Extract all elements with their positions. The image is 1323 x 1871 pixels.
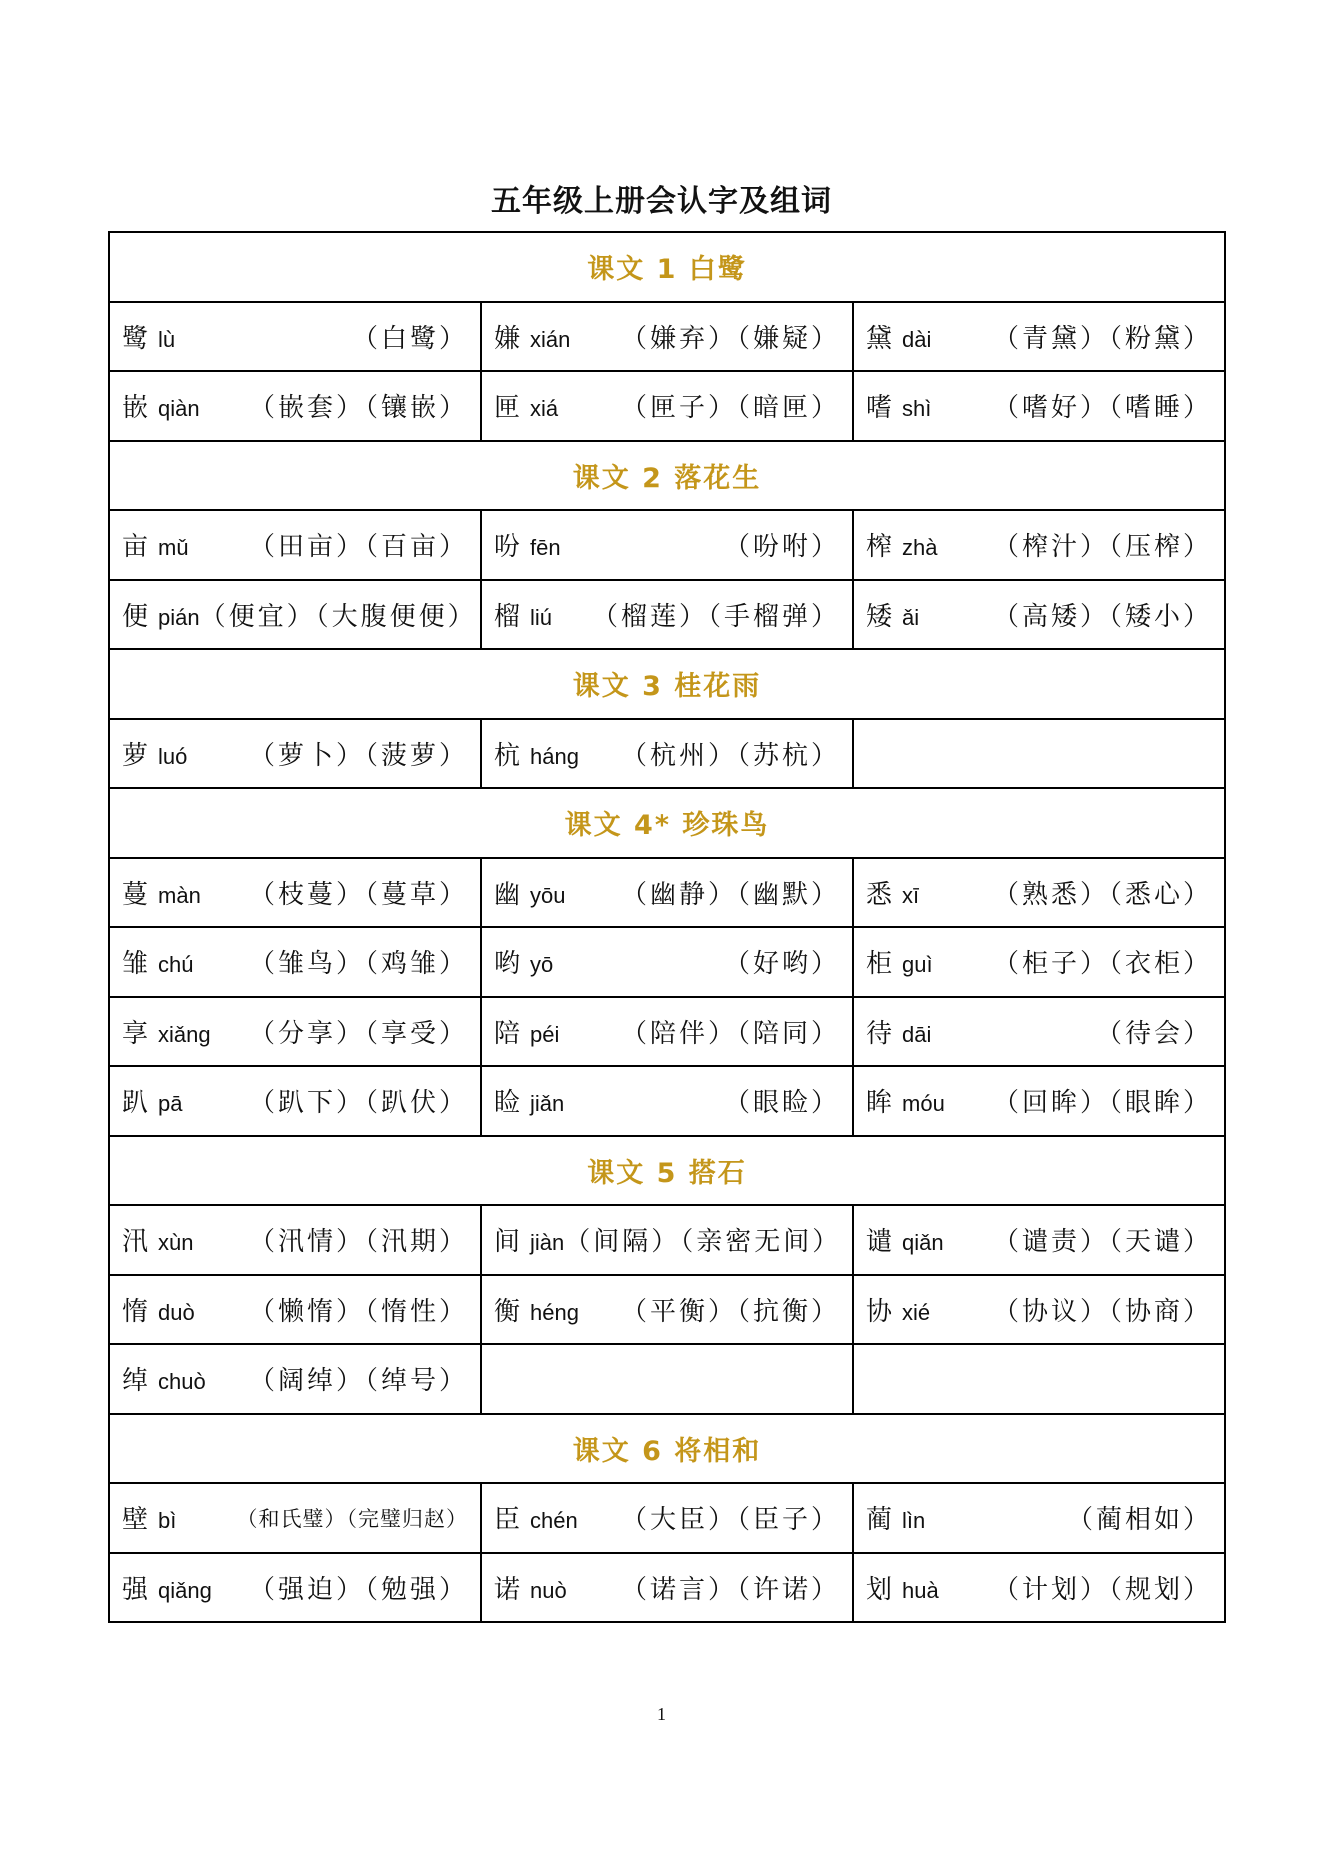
character: 蔺: [866, 1505, 893, 1536]
section-header-row: [109, 1414, 1225, 1484]
character-cell: [853, 1066, 1225, 1136]
word-examples: （幽静）（幽默）: [620, 879, 840, 910]
character: 待: [866, 1018, 893, 1049]
word-examples: （杭州）（苏杭）: [620, 740, 840, 771]
pinyin: ǎi: [902, 604, 920, 630]
character-cell: [109, 580, 481, 650]
character-cell: [481, 580, 853, 650]
word-examples: （强迫）（勉强）: [248, 1574, 468, 1605]
pinyin: qiǎng: [158, 1577, 212, 1603]
lesson-heading: 课文 3 桂花雨: [109, 649, 1225, 719]
character: 眸: [866, 1088, 893, 1119]
pinyin: pián: [158, 604, 200, 630]
table-row: [109, 371, 1225, 441]
character-cell: [109, 1205, 481, 1275]
pinyin: nuò: [530, 1577, 567, 1603]
character: 臣: [494, 1505, 521, 1536]
word-examples: （待会）: [1095, 1018, 1212, 1049]
character-cell: [481, 1553, 853, 1623]
table-row: [109, 510, 1225, 580]
word-examples: （榨汁）（压榨）: [992, 532, 1212, 563]
character: 陪: [494, 1018, 521, 1049]
pinyin: shì: [902, 396, 932, 422]
character: 强: [122, 1574, 149, 1605]
word-examples: （熟悉）（悉心）: [992, 879, 1212, 910]
lesson-heading: 课文 4* 珍珠鸟: [109, 788, 1225, 858]
character-cell: [481, 1205, 853, 1275]
character: 衡: [494, 1296, 521, 1327]
lesson-heading: 课文 6 将相和: [109, 1414, 1225, 1484]
word-examples: （枝蔓）（蔓草）: [248, 879, 468, 910]
pinyin: pā: [158, 1091, 183, 1117]
pinyin: yō: [530, 952, 554, 978]
section-header-row: [109, 649, 1225, 719]
character-cell: [481, 719, 853, 789]
character: 萝: [122, 740, 149, 771]
section-header-row: [109, 232, 1225, 302]
pinyin: qiàn: [158, 396, 200, 422]
lesson-heading: 课文 2 落花生: [109, 441, 1225, 511]
word-examples: （大臣）（臣子）: [620, 1505, 840, 1536]
pinyin: móu: [902, 1091, 945, 1117]
character: 幽: [494, 879, 521, 910]
word-examples: （阔绰）（绰号）: [248, 1366, 468, 1397]
character: 嫌: [494, 323, 521, 354]
word-examples: （诺言）（许诺）: [620, 1574, 840, 1605]
word-examples: （萝卜）（菠萝）: [248, 740, 468, 771]
character-cell: [109, 1275, 481, 1345]
word-examples: （雏鸟）（鸡雏）: [248, 949, 468, 980]
character-cell: [853, 858, 1225, 928]
pinyin: héng: [530, 1299, 579, 1325]
word-examples: （蔺相如）: [1066, 1505, 1212, 1536]
character: 悉: [866, 879, 893, 910]
word-examples: （嗜好）（嗜睡）: [992, 393, 1212, 424]
character: 吩: [494, 532, 521, 563]
character: 便: [122, 601, 149, 632]
character: 亩: [122, 532, 149, 563]
character-cell: [481, 302, 853, 372]
word-examples: （间隔）（亲密无间）: [564, 1227, 842, 1258]
character: 绰: [122, 1366, 149, 1397]
word-examples: （汛情）（汛期）: [248, 1227, 468, 1258]
pinyin: guì: [902, 952, 933, 978]
word-examples: （柜子）（衣柜）: [992, 949, 1212, 980]
pinyin: luó: [158, 743, 188, 769]
word-examples: （眼睑）: [723, 1088, 840, 1119]
word-examples: （白鹭）: [351, 323, 468, 354]
character: 黛: [866, 323, 893, 354]
character-cell: [853, 510, 1225, 580]
word-examples: （吩咐）: [723, 532, 840, 563]
word-examples: （和氏璧）（完璧归赵）: [236, 1506, 468, 1531]
word-examples: （回眸）（眼眸）: [992, 1088, 1212, 1119]
page-number: 1: [657, 1704, 666, 1724]
word-examples: （榴莲）（手榴弹）: [591, 601, 840, 632]
character: 划: [866, 1574, 893, 1605]
pinyin: jiàn: [530, 1230, 565, 1256]
table-row: [109, 927, 1225, 997]
pinyin: yōu: [530, 882, 566, 908]
section-header-row: [109, 1136, 1225, 1206]
character: 嵌: [122, 393, 149, 424]
character-cell: [853, 1483, 1225, 1553]
character-cell: [853, 1275, 1225, 1345]
pinyin: duò: [158, 1299, 195, 1325]
character-cell: [109, 510, 481, 580]
character-cell: [109, 858, 481, 928]
word-examples: （好哟）: [723, 949, 840, 980]
word-examples: （分享）（享受）: [248, 1018, 468, 1049]
lesson-heading: 课文 1 白鹭: [109, 232, 1225, 302]
character: 壁: [122, 1505, 149, 1536]
pinyin: xiǎng: [158, 1021, 211, 1047]
word-examples: （陪伴）（陪同）: [620, 1018, 840, 1049]
character-cell: [481, 1275, 853, 1345]
character-cell: [109, 371, 481, 441]
pinyin: qiǎn: [902, 1230, 944, 1256]
character: 哟: [494, 949, 521, 980]
pinyin: chuò: [158, 1369, 206, 1395]
character-cell: [109, 1344, 481, 1414]
character-cell: [853, 580, 1225, 650]
word-examples: （嫌弃）（嫌疑）: [620, 323, 840, 354]
empty-cell: [853, 719, 1225, 789]
character-cell: [481, 1483, 853, 1553]
character: 谴: [866, 1227, 893, 1258]
character-cell: [109, 302, 481, 372]
character: 柜: [866, 949, 893, 980]
character-cell: [481, 858, 853, 928]
character: 诺: [494, 1574, 521, 1605]
character: 鹭: [122, 323, 149, 354]
table-row: [109, 719, 1225, 789]
page-title: 五年级上册会认字及组词: [491, 184, 832, 219]
character: 趴: [122, 1088, 149, 1119]
character-cell: [109, 719, 481, 789]
character-cell: [853, 302, 1225, 372]
character-cell: [853, 1205, 1225, 1275]
table-row: [109, 858, 1225, 928]
word-examples: （懒惰）（惰性）: [248, 1296, 468, 1327]
character: 协: [866, 1296, 893, 1327]
character-cell: [481, 997, 853, 1067]
character-cell: [481, 510, 853, 580]
empty-cell: [481, 1344, 853, 1414]
pinyin: huà: [902, 1577, 939, 1603]
character: 蔓: [122, 879, 149, 910]
word-examples: （平衡）（抗衡）: [620, 1296, 840, 1327]
character: 汛: [122, 1227, 149, 1258]
word-examples: （嵌套）（镶嵌）: [248, 393, 468, 424]
vocab-table: [108, 231, 1226, 1623]
table-row: [109, 580, 1225, 650]
character: 雏: [122, 949, 149, 980]
pinyin: màn: [158, 882, 201, 908]
character-cell: [853, 927, 1225, 997]
section-header-row: [109, 441, 1225, 511]
pinyin: xùn: [158, 1230, 194, 1256]
table-row: [109, 1205, 1225, 1275]
table-row: [109, 1066, 1225, 1136]
word-examples: （便宜）（大腹便便）: [199, 601, 477, 632]
character: 匣: [494, 393, 521, 424]
word-examples: （青黛）（粉黛）: [992, 323, 1212, 354]
word-examples: （高矮）（矮小）: [992, 601, 1212, 632]
word-examples: （匣子）（暗匣）: [620, 393, 840, 424]
pinyin: chú: [158, 952, 194, 978]
character: 惰: [122, 1296, 149, 1327]
pinyin: háng: [530, 743, 579, 769]
character: 睑: [494, 1088, 521, 1119]
pinyin: mǔ: [158, 535, 189, 561]
character: 杭: [494, 740, 521, 771]
character-cell: [853, 1553, 1225, 1623]
table-row: [109, 997, 1225, 1067]
character: 嗜: [866, 393, 893, 424]
table-row: [109, 1553, 1225, 1623]
character: 榴: [494, 601, 521, 632]
pinyin: dài: [902, 326, 932, 352]
pinyin: xī: [902, 882, 920, 908]
character-cell: [109, 1553, 481, 1623]
section-header-row: [109, 788, 1225, 858]
pinyin: péi: [530, 1021, 560, 1047]
character-cell: [481, 371, 853, 441]
pinyin: lù: [158, 326, 176, 352]
lesson-heading: 课文 5 搭石: [109, 1136, 1225, 1206]
table-row: [109, 1275, 1225, 1345]
pinyin: xiá: [530, 396, 559, 422]
pinyin: chén: [530, 1508, 578, 1534]
character-cell: [853, 371, 1225, 441]
pinyin: lìn: [902, 1508, 926, 1534]
character-cell: [109, 927, 481, 997]
word-examples: （趴下）（趴伏）: [248, 1088, 468, 1119]
pinyin: dāi: [902, 1021, 932, 1047]
word-examples: （谴责）（天谴）: [992, 1227, 1212, 1258]
character-cell: [109, 997, 481, 1067]
pinyin: bì: [158, 1508, 177, 1534]
pinyin: liú: [530, 604, 553, 630]
character: 榨: [866, 532, 893, 563]
pinyin: xián: [530, 326, 571, 352]
character-cell: [109, 1066, 481, 1136]
table-row: [109, 302, 1225, 372]
table-row: [109, 1344, 1225, 1414]
pinyin: xié: [902, 1299, 931, 1325]
pinyin: zhà: [902, 535, 938, 561]
pinyin: fēn: [530, 535, 561, 561]
character-cell: [481, 1066, 853, 1136]
word-examples: （协议）（协商）: [992, 1296, 1212, 1327]
character-cell: [853, 997, 1225, 1067]
character: 矮: [866, 601, 893, 632]
character: 享: [122, 1018, 149, 1049]
pinyin: jiǎn: [530, 1091, 565, 1117]
word-examples: （田亩）（百亩）: [248, 532, 468, 563]
empty-cell: [853, 1344, 1225, 1414]
character-cell: [481, 927, 853, 997]
character-cell: [109, 1483, 481, 1553]
character: 间: [494, 1227, 521, 1258]
table-row: [109, 1483, 1225, 1553]
word-examples: （计划）（规划）: [992, 1574, 1212, 1605]
